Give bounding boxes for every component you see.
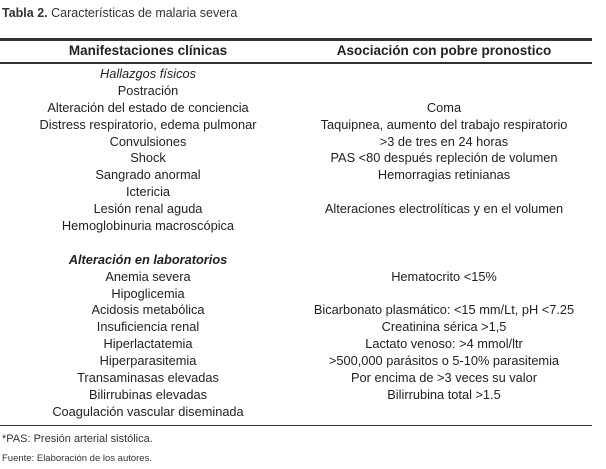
manifestation-cell: Sangrado anormal [95, 167, 201, 183]
table-label: Tabla 2. [2, 6, 48, 20]
manifestation-cell: Anemia severa [105, 268, 191, 284]
table-row [0, 218, 592, 235]
prognosis-cell: PAS <80 después repleción de volumen [330, 150, 558, 166]
table-row [0, 134, 592, 151]
manifestation-cell: Hiperparasitemia [99, 353, 197, 369]
header-manifestaciones: Manifestaciones clínicas [68, 43, 228, 58]
table-row [0, 353, 592, 370]
prognosis-cell: Hemorragias retinianas [377, 167, 511, 183]
prognosis-cell: Taquipnea, aumento del trabajo respiratorio [320, 116, 568, 132]
manifestation-cell: Alteración en laboratorios [68, 251, 228, 267]
table-row [0, 100, 592, 117]
footnote: *PAS: Presión arterial sistólica. [2, 433, 153, 445]
header-rule [0, 62, 592, 64]
manifestation-cell: Distress respiratorio, edema pulmonar [39, 116, 257, 132]
table-row [0, 83, 592, 100]
manifestation-cell: Acidosis metabólica [91, 302, 205, 318]
prognosis-cell [296, 218, 592, 235]
prognosis-cell: Por encima de >3 veces su valor [350, 370, 537, 386]
prognosis-cell: Bicarbonato plasmático: <15 mm/Lt, pH <7.25 [313, 302, 575, 318]
table-row [0, 286, 592, 303]
table-row [0, 269, 592, 286]
manifestation-cell: Hemoglobinuria macroscópica [61, 218, 235, 234]
table-row [0, 336, 592, 353]
manifestation-cell: Bilirrubinas elevadas [88, 386, 208, 402]
prognosis-cell: Bilirrubina total >1.5 [387, 386, 501, 402]
manifestation-cell: Convulsiones [109, 133, 187, 149]
table-row [0, 150, 592, 167]
table-row [0, 252, 592, 269]
manifestation-cell: Hallazgos físicos [99, 66, 196, 81]
table-row [0, 387, 592, 404]
top-rule [0, 38, 592, 41]
table-row [0, 201, 592, 218]
prognosis-cell: Coma [426, 99, 462, 115]
table-row [0, 117, 592, 134]
manifestation-cell: Lesión renal aguda [93, 201, 203, 217]
table-row [0, 302, 592, 319]
table-title [2, 6, 237, 20]
prognosis-cell [296, 83, 592, 100]
table-row [0, 319, 592, 336]
prognosis-cell: Alteraciones electrolíticas y en el volumen [324, 201, 564, 217]
prognosis-cell [296, 404, 592, 421]
table-row [0, 404, 592, 421]
prognosis-cell [296, 252, 592, 269]
table-row [0, 370, 592, 387]
bottom-rule [0, 425, 592, 426]
manifestation-cell: Insuficiencia renal [96, 319, 200, 335]
table-row [0, 184, 592, 201]
table-caption: Características de malaria severa [51, 6, 238, 20]
manifestation-cell [0, 235, 296, 252]
manifestation-cell: Hiperlactatemia [103, 336, 193, 352]
manifestation-cell: Ictericia [125, 184, 171, 200]
manifestation-cell: Shock [130, 150, 166, 166]
manifestation-cell: Hipoglicemia [111, 285, 185, 301]
prognosis-cell [296, 235, 592, 252]
manifestation-cell: Alteración del estado de conciencia [47, 99, 249, 115]
source-note: Fuente: Elaboración de los autores. [2, 453, 152, 464]
manifestation-cell: Transaminasas elevadas [77, 370, 219, 386]
prognosis-cell: >500,000 parásitos o 5-10% parasitemia [328, 353, 560, 369]
table-row [0, 66, 592, 83]
prognosis-cell: Creatinina sérica >1,5 [381, 319, 507, 335]
header-asociacion: Asociación con pobre pronostico [336, 43, 552, 58]
prognosis-cell: >3 de tres en 24 horas [379, 133, 509, 149]
prognosis-cell [296, 286, 592, 303]
prognosis-cell [296, 184, 592, 201]
table-row [0, 235, 592, 252]
manifestation-cell: Postración [117, 82, 179, 98]
prognosis-cell: Hematocrito <15% [391, 268, 497, 284]
manifestation-cell: Coagulación vascular diseminada [52, 403, 244, 419]
prognosis-cell [296, 66, 592, 83]
table-row [0, 167, 592, 184]
prognosis-cell: Lactato venoso: >4 mmol/ltr [365, 336, 523, 352]
table-body [0, 66, 592, 421]
